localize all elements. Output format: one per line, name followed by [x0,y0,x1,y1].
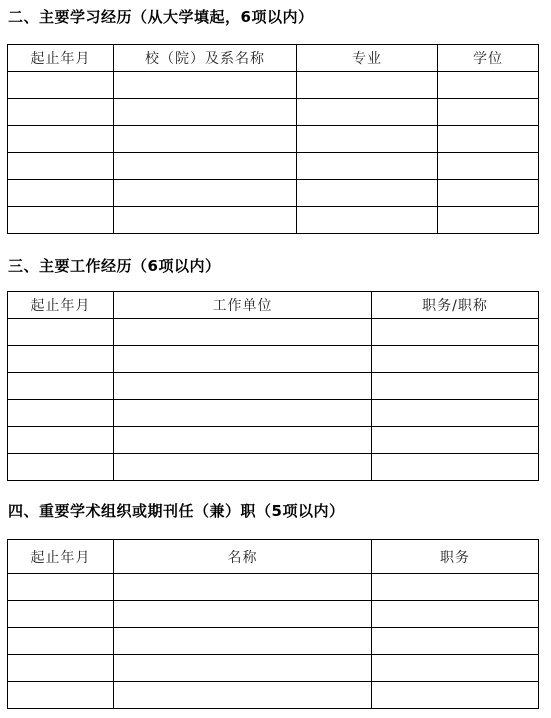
column-header-employer: 工作单位 [114,292,372,319]
table-cell[interactable] [8,126,114,153]
table-cell[interactable] [297,72,438,99]
table-cell[interactable] [372,373,539,400]
table-cell[interactable] [8,601,114,628]
table-cell[interactable] [8,153,114,180]
table-cell[interactable] [372,454,539,481]
table-row [8,655,539,682]
table-cell[interactable] [297,126,438,153]
table-cell[interactable] [372,400,539,427]
table-cell[interactable] [372,628,539,655]
table-cell[interactable] [438,207,539,234]
table-cell[interactable] [372,346,539,373]
section-3-heading: 三、主要工作经历（6项以内） [8,257,221,275]
table-cell[interactable] [438,180,539,207]
table-cell[interactable] [8,655,114,682]
table-cell[interactable] [372,427,539,454]
table-cell[interactable] [8,207,114,234]
table-cell[interactable] [438,72,539,99]
table-body [8,319,539,481]
table-row [8,400,539,427]
table-cell[interactable] [114,207,297,234]
table-row [8,99,539,126]
table-cell[interactable] [8,682,114,709]
column-header-position-title: 职务/职称 [372,292,539,319]
table-cell[interactable] [8,346,114,373]
table-cell[interactable] [8,99,114,126]
table-cell[interactable] [372,655,539,682]
table-cell[interactable] [8,400,114,427]
column-header-position: 职务 [372,540,539,574]
table-body [8,574,539,709]
table-header-row [8,292,539,319]
table-cell[interactable] [114,427,372,454]
work-experience-table [7,291,539,481]
table-row [8,628,539,655]
table-row [8,207,539,234]
column-header-period: 起止年月 [8,45,114,72]
table-cell[interactable] [297,99,438,126]
table-row [8,72,539,99]
table-header-row [8,45,539,72]
table-cell[interactable] [372,601,539,628]
table-cell[interactable] [8,373,114,400]
column-header-major: 专业 [297,45,438,72]
table-cell[interactable] [114,373,372,400]
section-4-heading: 四、重要学术组织或期刊任（兼）职（5项以内） [8,502,345,520]
table-cell[interactable] [114,628,372,655]
table-cell[interactable] [438,126,539,153]
table-cell[interactable] [114,655,372,682]
academic-positions-table [7,539,539,709]
table-cell[interactable] [8,454,114,481]
table-cell[interactable] [114,346,372,373]
table-cell[interactable] [8,628,114,655]
table-row [8,682,539,709]
table-cell[interactable] [114,72,297,99]
table-row [8,319,539,346]
column-header-name: 名称 [114,540,372,574]
table-row [8,427,539,454]
table-cell[interactable] [114,682,372,709]
table-cell[interactable] [297,180,438,207]
table-row [8,180,539,207]
table-cell[interactable] [297,153,438,180]
table-row [8,153,539,180]
column-header-school: 校（院）及系名称 [114,45,297,72]
table-cell[interactable] [438,153,539,180]
table-row [8,454,539,481]
table-header-row [8,540,539,574]
study-experience-table [7,44,539,234]
table-cell[interactable] [114,180,297,207]
table-cell[interactable] [8,427,114,454]
table-cell[interactable] [114,126,297,153]
table-row [8,601,539,628]
table-cell[interactable] [114,400,372,427]
table-cell[interactable] [438,99,539,126]
table-cell[interactable] [114,454,372,481]
table-cell[interactable] [297,207,438,234]
table-cell[interactable] [8,72,114,99]
table-cell[interactable] [114,99,297,126]
table-cell[interactable] [8,180,114,207]
table-cell[interactable] [372,574,539,601]
section-2-heading: 二、主要学习经历（从大学填起，6项以内） [8,8,314,26]
column-header-period: 起止年月 [8,540,114,574]
table-row [8,346,539,373]
table-row [8,574,539,601]
table-cell[interactable] [114,574,372,601]
table-cell[interactable] [114,601,372,628]
table-cell[interactable] [114,319,372,346]
table-cell[interactable] [372,319,539,346]
table-body [8,72,539,234]
table-row [8,126,539,153]
column-header-period: 起止年月 [8,292,114,319]
table-cell[interactable] [114,153,297,180]
table-cell[interactable] [8,574,114,601]
column-header-degree: 学位 [438,45,539,72]
table-cell[interactable] [372,682,539,709]
table-row [8,373,539,400]
table-cell[interactable] [8,319,114,346]
